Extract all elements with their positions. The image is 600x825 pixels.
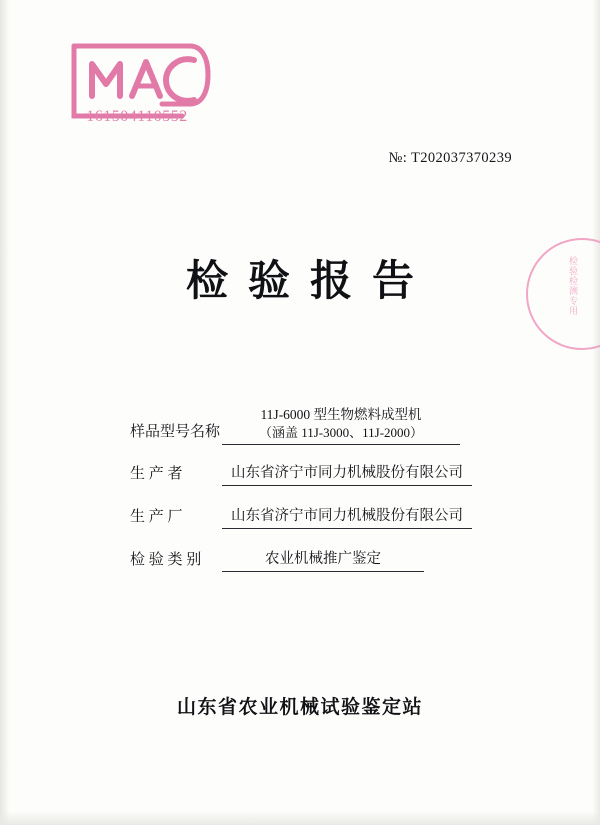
page-title: 检验报告 — [185, 259, 434, 305]
sample-model-line-1: 11J-6000 型生物燃料成型机 — [260, 407, 422, 422]
report-number: №: T202037370239 — [388, 150, 512, 166]
field-row-sample-model — [0, 406, 600, 445]
field-label-manufacturer: 生 产 者 — [130, 466, 183, 482]
field-label-factory: 生 产 厂 — [130, 509, 183, 525]
paper-edge-bottom — [0, 811, 600, 825]
round-seal-text: 检验检测专用 — [568, 256, 578, 316]
issuing-organization: 山东省农业机械试验鉴定站 — [176, 697, 423, 718]
field-value-manufacturer: 山东省济宁市同力机械股份有限公司 — [222, 461, 472, 486]
field-value-sample-model — [222, 406, 460, 445]
field-value-inspection-category: 农业机械推广鉴定 — [222, 547, 424, 572]
field-row-inspection-category — [0, 547, 600, 572]
field-label-sample-model: 样品型号名称 — [130, 424, 221, 440]
ma-seal-number: 161504110552 — [86, 108, 188, 125]
sample-model-line-2: （涵盖 11J-3000、11J-2000） — [258, 425, 424, 440]
field-row-factory — [0, 504, 600, 529]
field-label-inspection-category: 检 验 类 别 — [130, 552, 202, 568]
field-value-factory: 山东省济宁市同力机械股份有限公司 — [222, 504, 472, 529]
field-list — [0, 406, 600, 590]
field-row-manufacturer — [0, 461, 600, 486]
